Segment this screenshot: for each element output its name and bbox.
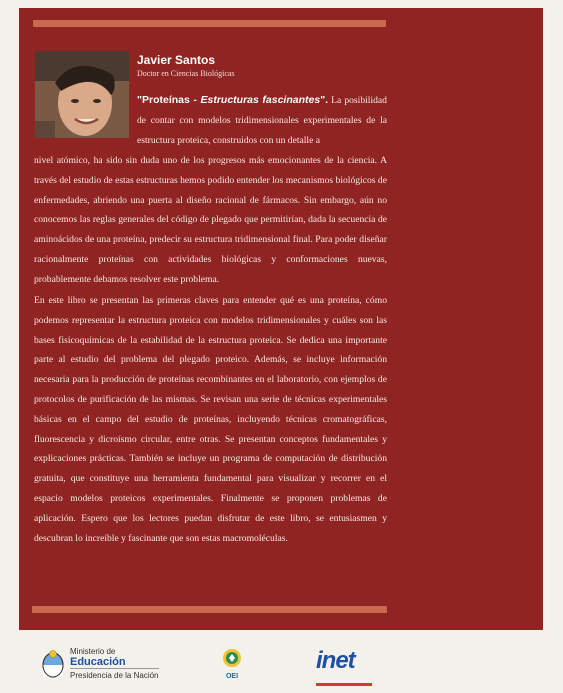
author-credential: Doctor en Ciencias Biológicas	[137, 69, 235, 78]
ministry-line1: Ministerio de	[70, 647, 116, 656]
oei-emblem-icon	[221, 648, 243, 668]
ministry-line3: Presidencia de la Nación	[70, 668, 159, 681]
top-stripe	[33, 20, 386, 27]
intro-paragraph: "Proteínas - Estructuras fascinantes". La posibilidad de contar con modelos tridimensionales experimentales de la estructura proteica, construidos con un detalle a	[137, 94, 387, 146]
author-photo	[35, 51, 129, 138]
oei-logo	[221, 648, 243, 680]
oei-label: OEI	[225, 673, 239, 680]
bottom-stripe	[32, 606, 387, 613]
author-portrait-icon	[35, 51, 129, 138]
inet-wordmark: inet	[316, 647, 355, 674]
inet-logo	[316, 647, 372, 693]
book-title: "Proteínas - Estructuras fascinantes".	[137, 94, 329, 106]
text-panel	[19, 8, 543, 630]
argentina-shield-icon	[42, 650, 64, 678]
ministry-logo	[42, 646, 159, 681]
author-name: Javier Santos	[137, 53, 216, 67]
sponsor-logos	[0, 630, 563, 693]
inet-underline-icon	[316, 682, 372, 688]
intro-continued: nivel atómico, ha sido sin duda uno de los progresos más emocionantes de la ciencia. A través del estudio de estas estructuras hemos podido entender los mecanismos biológicos de enfermedades, abriendo una puerta al diseño racional de fármacos. Sin embargo, aún no conocemos las reglas generales del código de plegado que permitirían, dada la secuencia de aminoácidos de una proteína, predecir su estructura tridimensional final. Para poder diseñar racionalmente proteínas con actividades biológicas y conformaciones nuevas, probablemente debamos resolver este problema.	[34, 155, 387, 285]
ministry-line2: Educación	[70, 656, 126, 668]
description-paragraph: En este libro se presentan las primeras claves para entender qué es una proteína, cómo podemos representar la estructura proteica con modelos tridimensionales y cuáles son las bases fisicoquímicas de la estabilidad de la estructura proteica. Se dedica una importante parte al estudio del problema del plegado proteico. Además, se incluye información necesaria para la producción de proteínas recombinantes en el laboratorio, con ejemplos de protocolos de purificación de las mismas. Se revisan una serie de técnicas experimentales básicas en el campo del estudio de proteínas, incluyendo técnicas cromatográficas, fluorescencia y dicroísmo circular, entre otras. Se presentan conceptos fundamentales y explicaciones prácticas. También se incluye un programa de computación de distribución gratuita, que constituye una herramienta fundamental para visualizar y recorrer en el espacio modelos proteicos experimentales. Finalmente se proponen problemas de aplicación. Espero que los lectores puedan disfrutar de este libro, se entusiasmen y descubran lo increíble y fascinante que son estas macromoléculas.	[34, 295, 387, 544]
